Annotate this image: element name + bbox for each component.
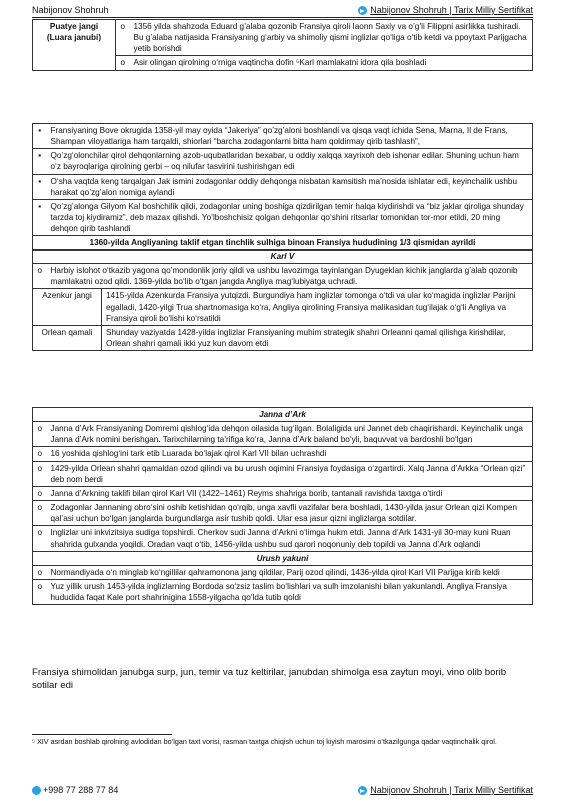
page-footer (32, 784, 533, 796)
header-rule (32, 17, 533, 18)
puatye-item-1: 1356 yilda shahzoda Eduard g’alaba qozonib Fransiya qiroli Iaonn Saxiy va o’g’li Filippni asirlikka tushiradi. Bu g’alaba natijasida Fransiyaning g‘arbiy va shimoliy qismi inglizlar qo‘liga o‘tib ketdi va ppoytaxt Parijgacha yetib borishdi (130, 20, 533, 56)
phone-icon (32, 786, 41, 795)
janna-item: Janna d’Ark Fransiyaning Domremi qishlog‘ida dehqon oilasida tug‘ilgan. Bolaligida uni Jannet deb chaqirishardi. Keyinchalik unga Janna d’Ark nomini berishgan. Tarixchilarning ta’rifiga ko‘ra, Janna d’Ark baland bo‘yli, baquvvat va bardoshli bo‘lgan (47, 422, 533, 447)
puatye-item-2: Asir olingan qirolning o‘rniga vaqtincha dofin ⁵Karl mamlakatni idora qila boshladi (130, 56, 533, 70)
footer-channel[interactable] (358, 784, 533, 796)
jakeriya-item: Qo’zg’alonga Gilyom Kal boshchilik qildi, zodagonlar uning boshiga qizdirilgan temir halqa kiydirishdi va “biz jaklar qiroliga shunday tarzda toj kiydiramiz”, deb mazax qilishdi. Yo’lboshchisiz qolgan dehqonlar qo‘shini ritsarlar tomonidan tor-mor etildi, 20 ming dehqon qirib tashlandi (47, 199, 533, 235)
circle-bullet-icon: o (33, 526, 47, 551)
karl-row-label: Orlean qamali (33, 325, 102, 350)
header-author: Nabijonov Shohruh (32, 5, 109, 15)
janna-item: 16 yoshida qishlog‘ini tark etib Luarada bo‘lajak qirol Karl VII bilan uchrashdi (47, 447, 533, 461)
karl-intro: Harbiy islohot o‘tkazib yagona qo’mondonlik joriy qildi va ushbu lavozimga tayinlangan Dyugeklan kichik janglarda g’alab qozonib mamlakatni ozod qildi. 1369-yilda bo‘lib o‘tgan jangda Angliya mag‘lubiyatga uchradi. (47, 264, 533, 289)
footer-phone-text: +998 77 288 77 84 (43, 785, 119, 795)
jakeriya-item: Fransiyaning Bove okrugida 1358-yil may oyida “Jakeriya” qo’zg’aloni boshlandi va qisqa vaqt ichida Sena, Marna, Il de Frans, Shampan viloyatlariga ham tarqaldi, shiorlari “barcha zodagonlarni bitta ham qoldirmay qirib tashlash”, (47, 124, 533, 149)
header-channel-link[interactable]: Nabijonov Shohruh | Tarix Milliy Sertifikat (370, 5, 533, 15)
closing-paragraph: Fransiya shimolidan janubga surp, jun, temir va tuz keltirilar, janubdan shimolga esa zaytun moyi, vino olib borib sotilar edi (32, 667, 507, 692)
karl-row-label: Azenkur jangi (33, 289, 102, 325)
karl-row-text: Shunday vaziyatda 1428-yilda inglizlar Fransiyaning muhim strategik shahri Orleanni qamal qilishga kirishdilar, Orlean shahri qamali ikki yuz kun davom etdi (102, 325, 533, 350)
header-channel[interactable] (358, 4, 533, 16)
jakeriya-item: O‘sha vaqtda keng tarqalgan Jak ismini zodagonlar oddiy dehqonga nisbatan kamsitish ma’nosida ishlatar edi, keyinchalik ushbu harakat qo’zg’alon nomiga aylandi (47, 174, 533, 199)
urush-title: Urush yakuni (33, 551, 533, 565)
footer-channel-link[interactable]: Nabijonov Shohruh | Tarix Milliy Sertifikat (370, 785, 533, 795)
puatye-table (32, 19, 533, 71)
truce-row: 1360-yilda Angliyaning taklif etgan tinchlik sulhiga binoan Fransiya hududining 1/3 qismidan ayrildi (33, 236, 533, 250)
circle-bullet-icon: o (33, 580, 47, 605)
telegram-icon (358, 6, 367, 15)
circle-bullet-icon: o (33, 565, 47, 579)
circle-bullet-icon: o (33, 501, 47, 526)
circle-bullet-icon: o (116, 20, 130, 56)
circle-bullet-icon: o (33, 264, 47, 289)
urush-item: Normandiyada o‘n minglab ko‘ngillilar qahramonona jang qildilar, Parij ozod qilindi, 1436-yilda qirol Karl VII Parijga kirib keldi (47, 565, 533, 579)
telegram-icon (358, 786, 367, 795)
janna-item: Inglizlar uni inkvizitsiya sudiga topshirdi. Cherkov sudi Janna d’Arkni o‘limga hukm etdi. Janna d’Ark 1431-yil 30-may kuni Ruan shahrida gulxanda yoqildi. Oradan vaqt o‘tib, 1456-yilda ushbu sud qarori noqonuniy deb topildi va Janna d’Ark oqlandi (47, 526, 533, 551)
circle-bullet-icon: o (33, 461, 47, 486)
square-bullet-icon: ▪ (33, 124, 47, 149)
page-header (32, 4, 533, 16)
janna-table (32, 407, 533, 605)
karl-row-text: 1415-yilda Azenkurda Fransiya yutqizdi. Burgundiya ham inglizlar tomonga o‘tdi va ular ko‘magida inglizlar Parijni egalladi, 1420-yilgi Trua shartnomasiga ko‘ra, Angliya qirolining Fransiya malikasidan tug‘ilajak o‘g‘li Angliya va Fransiya qiroli bo‘lishi ko‘rsatildi (102, 289, 533, 325)
puatye-label: Puatye jangi (Luara janubi) (33, 20, 116, 71)
janna-item: Zodagonlar Jannaning obro‘sini oshib ketishidan qo‘rqib, unga xavfli vazifalar bera boshladi, 1430-yilda jasur Orlean qizi Kompen qal’asi uchun bo‘lgan janglarda burgundlarga asir tushib qoldi. Ular esa jasur qizni inglizlarga sotdilar. (47, 501, 533, 526)
footnote-rule (32, 734, 172, 735)
jakeriya-table (32, 123, 533, 251)
urush-item: Yuz yillik urush 1453-yilda inglizlarning Bordoda so‘zsiz taslim bo‘lishlari va sulh imzolanishi bilan yakunlandi. Angliya Fransiya hududida faqat Kale port shahriniginа 1558-yilgacha qo‘lda tutib qoldi (47, 580, 533, 605)
footnote: ⁵ XIV asrdan boshlab qirolning avlodidan bo‘lgan taxt vorisi, rasman taxtga chiqish uchun toj kiyish marosimi o‘tkazilgunga qadar vaqtinchalik qirol. (32, 737, 497, 746)
square-bullet-icon: ▪ (33, 174, 47, 199)
footer-phone[interactable] (32, 784, 118, 796)
circle-bullet-icon: o (33, 447, 47, 461)
karl-table (32, 249, 533, 351)
circle-bullet-icon: o (116, 56, 130, 70)
janna-item: Janna d’Arkning taklifi bilan qirol Karl VII (1422–1461) Reyms shahriga borib, tantanali ravishda taxtga o‘tirdi (47, 486, 533, 500)
square-bullet-icon: ▪ (33, 199, 47, 235)
karl-title: Karl V (33, 250, 533, 264)
jakeriya-item: Qo’zg‘olonchilar qirol dehqonlarning azob-uqubatlaridan bexabar, u oddiy xalqqa xayrixoh deb ishonar edilar. Shuning uchun ham o‘z bayroqlariga qirolning gerbi – oq nilufar tasvirini tushirishgan edi (47, 149, 533, 174)
square-bullet-icon: ▪ (33, 149, 47, 174)
janna-item: 1429-yilda Orlean shahri qamaldan ozod qilindi va bu urush oqimini Fransiya foydasiga o‘zgartirdi. Xalq Janna d’Arkka “Orlean qizi” deb nom berdi (47, 461, 533, 486)
janna-title: Janna d’Ark (33, 408, 533, 422)
circle-bullet-icon: o (33, 486, 47, 500)
circle-bullet-icon: o (33, 422, 47, 447)
